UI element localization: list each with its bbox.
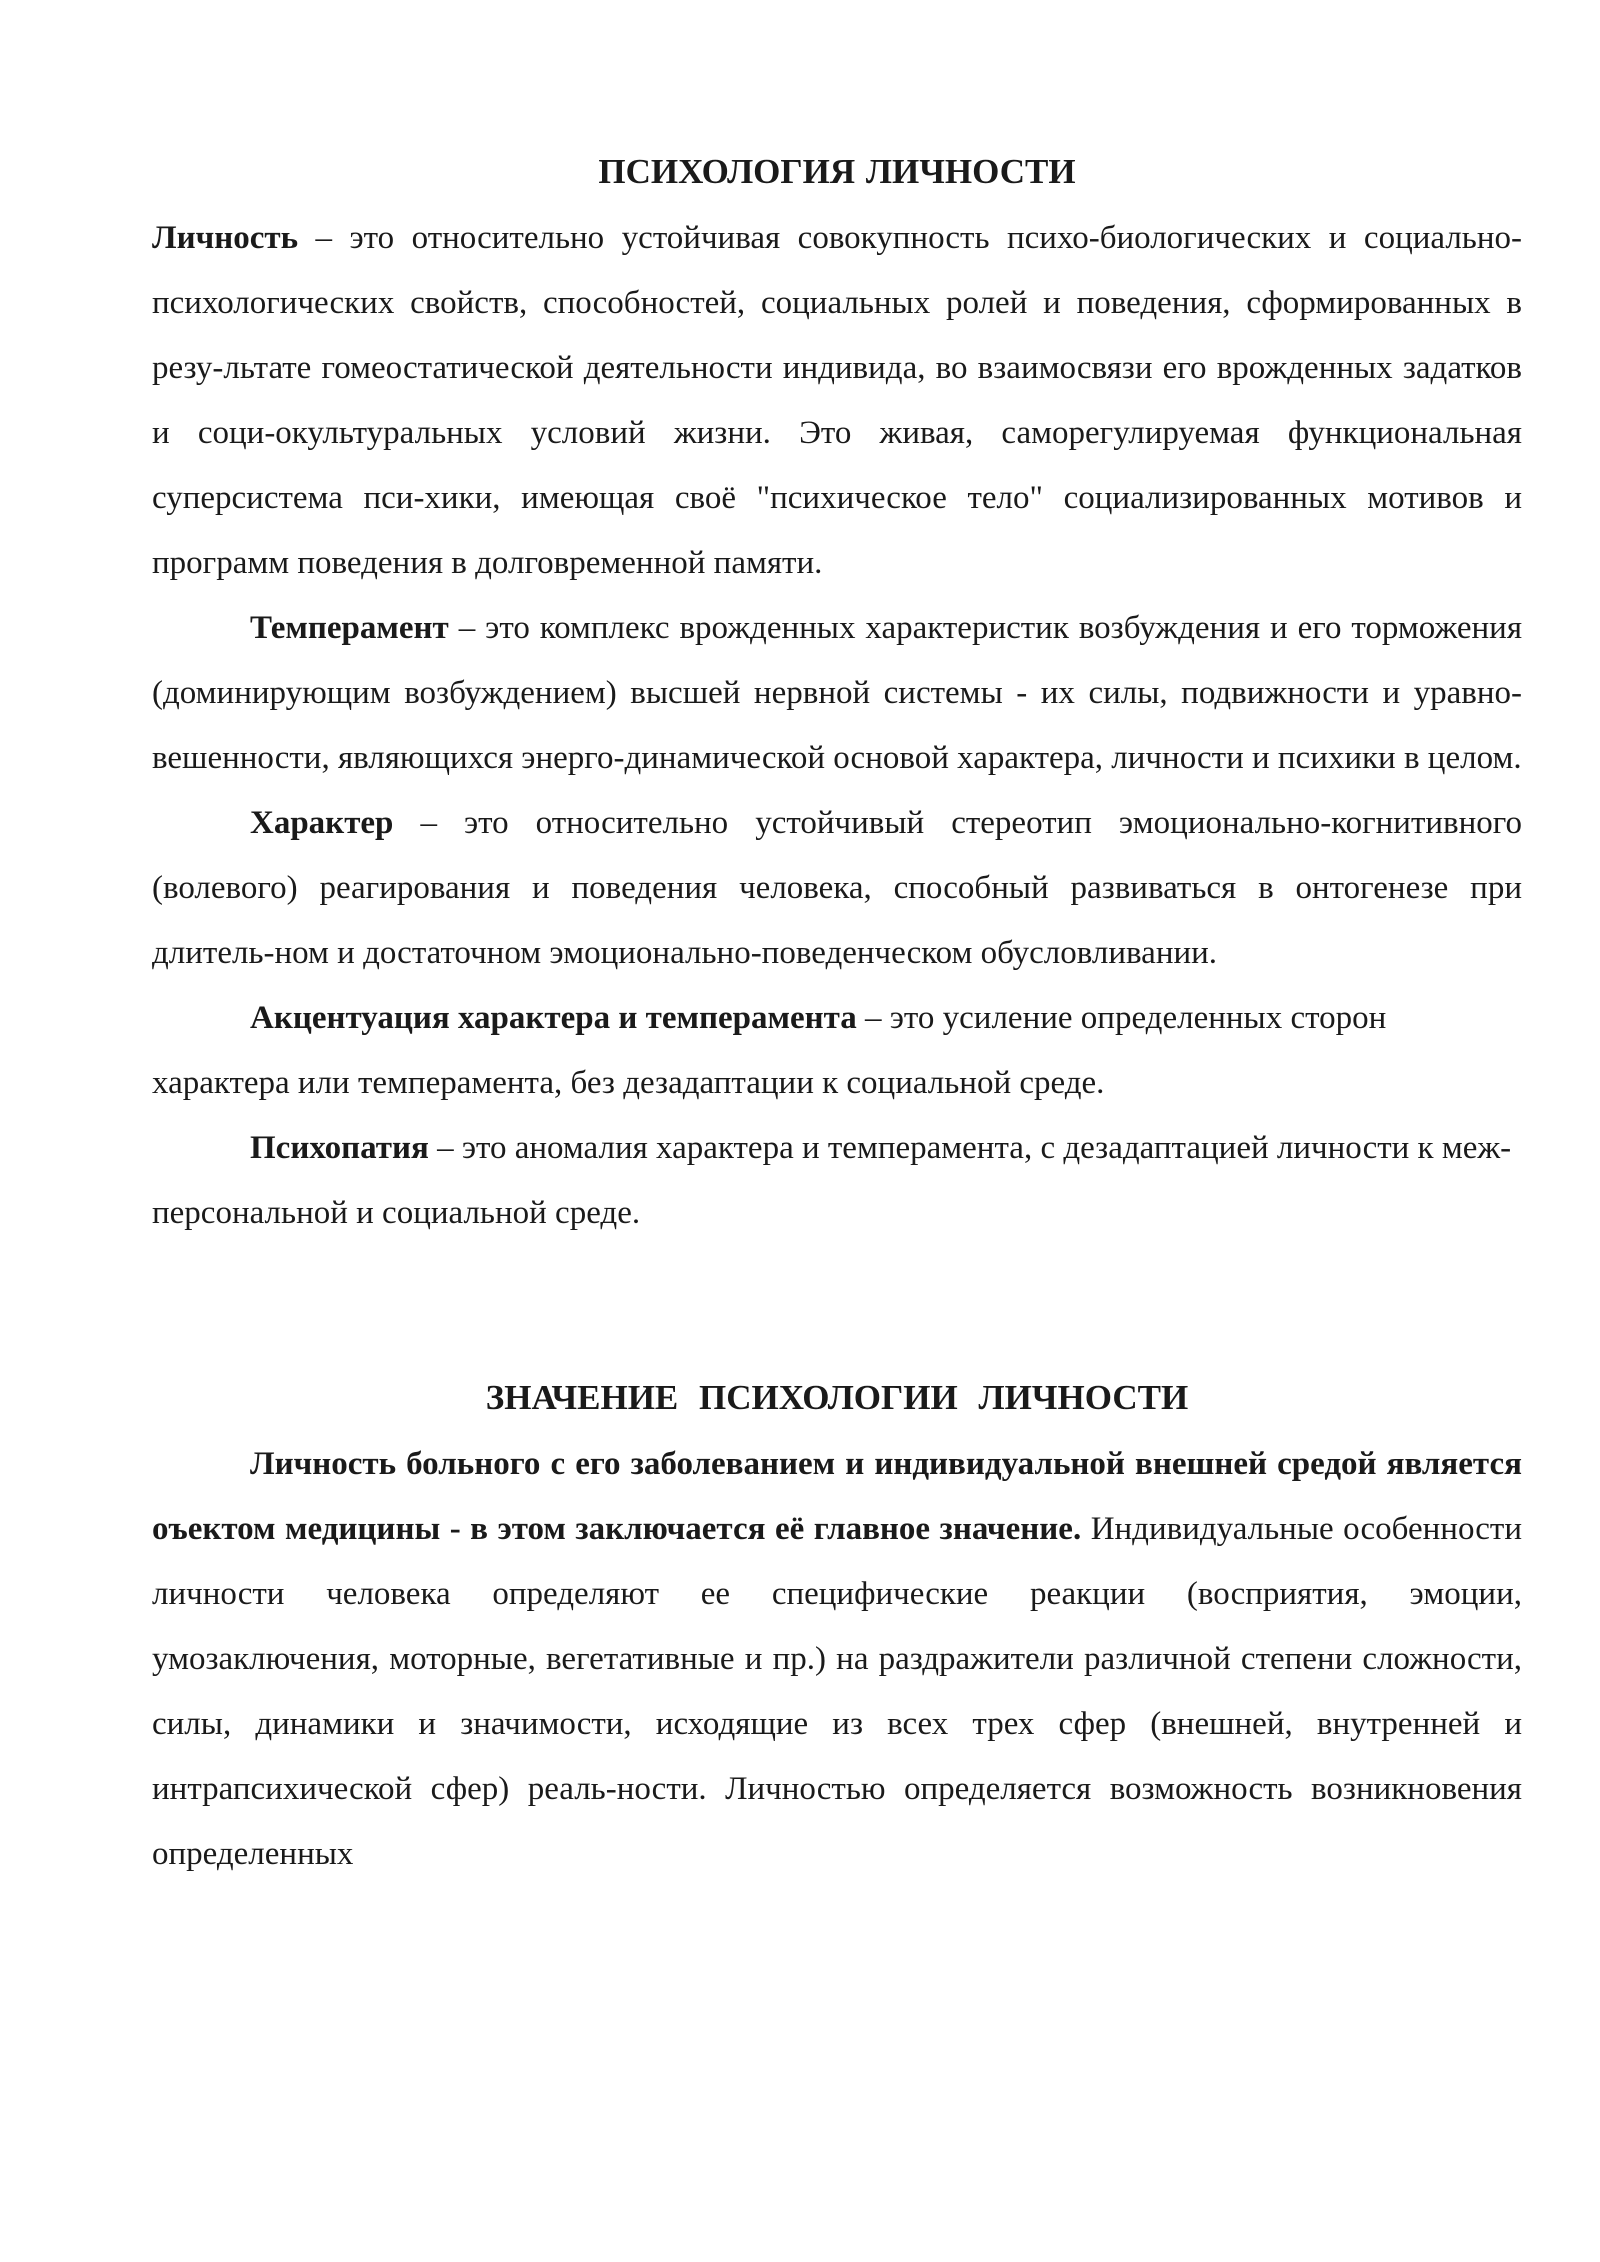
paragraph-importance xyxy=(152,1432,1522,1887)
term-personality: Личность xyxy=(152,220,299,256)
term-psychopathy: Психопатия xyxy=(250,1130,429,1166)
paragraph-accentuation xyxy=(152,986,1522,1116)
definition-temperament: – это комплекс врожденных характеристик возбуждения и его торможения (доминирующим возбуждением) высшей нервной системы - их силы, подвижности и уравно-вешенности, являющихся энерго-динамической основой характера, личности и психики в целом. xyxy=(152,610,1522,776)
term-accentuation: Акцентуация характера и темперамента xyxy=(250,1000,857,1036)
importance-text: Индивидуальные особенности личности человека определяют ее специфические реакции (восприятия, эмоции, умозаключения, моторные, вегетативные и пр.) на раздражители различной степени сложности, силы, динамики и значимости, исходящие из всех трех сфер (внешней, внутренней и интрапсихической сфер) реаль-ности. Личностью определяется возможность возникновения определенных xyxy=(152,1511,1522,1872)
document-page xyxy=(152,150,1522,1887)
paragraph-temperament xyxy=(152,596,1522,791)
definition-psychopathy: – это аномалия характера и темперамента, с дезадаптацией личности к меж-персональной и социальной среде. xyxy=(152,1130,1512,1231)
paragraph-personality xyxy=(152,206,1522,596)
definition-character: – это относительно устойчивый стереотип эмоционально-когнитивного (волевого) реагирования и поведения человека, способный развиваться в онтогенезе при длитель-ном и достаточном эмоционально-поведенческом обусловливании. xyxy=(152,805,1522,971)
importance-statement: Личность больного с его заболеванием и индивидуальной внешней средой является оъектом медицины - в этом заключается её главное значение. xyxy=(152,1446,1522,1547)
section-title-importance: ЗНАЧЕНИЕ ПСИХОЛОГИИ ЛИЧНОСТИ xyxy=(485,1378,1189,1417)
term-temperament: Темперамент xyxy=(250,610,449,646)
definition-accentuation: – это усиление определенных сторон характера или темперамента, без дезадаптации к социальной среде. xyxy=(152,1000,1387,1101)
paragraph-psychopathy xyxy=(152,1116,1522,1246)
section-title-personality-psychology: ПСИХОЛОГИЯ ЛИЧНОСТИ xyxy=(598,152,1076,191)
definition-personality: – это относительно устойчивая совокупность психо-биологических и социально-психологических свойств, способностей, социальных ролей и поведения, сформированных в резу-льтате гомеостатической деятельности индивида, во взаимосвязи его врожденных задатков и соци-окультуральных условий жизни. Это живая, саморегулируемая функциональная суперсистема пси-хики, имеющая своё "психическое тело" социализированных мотивов и программ поведения в долговременной памяти. xyxy=(152,220,1522,581)
paragraph-character xyxy=(152,791,1522,986)
term-character: Характер xyxy=(250,805,394,841)
